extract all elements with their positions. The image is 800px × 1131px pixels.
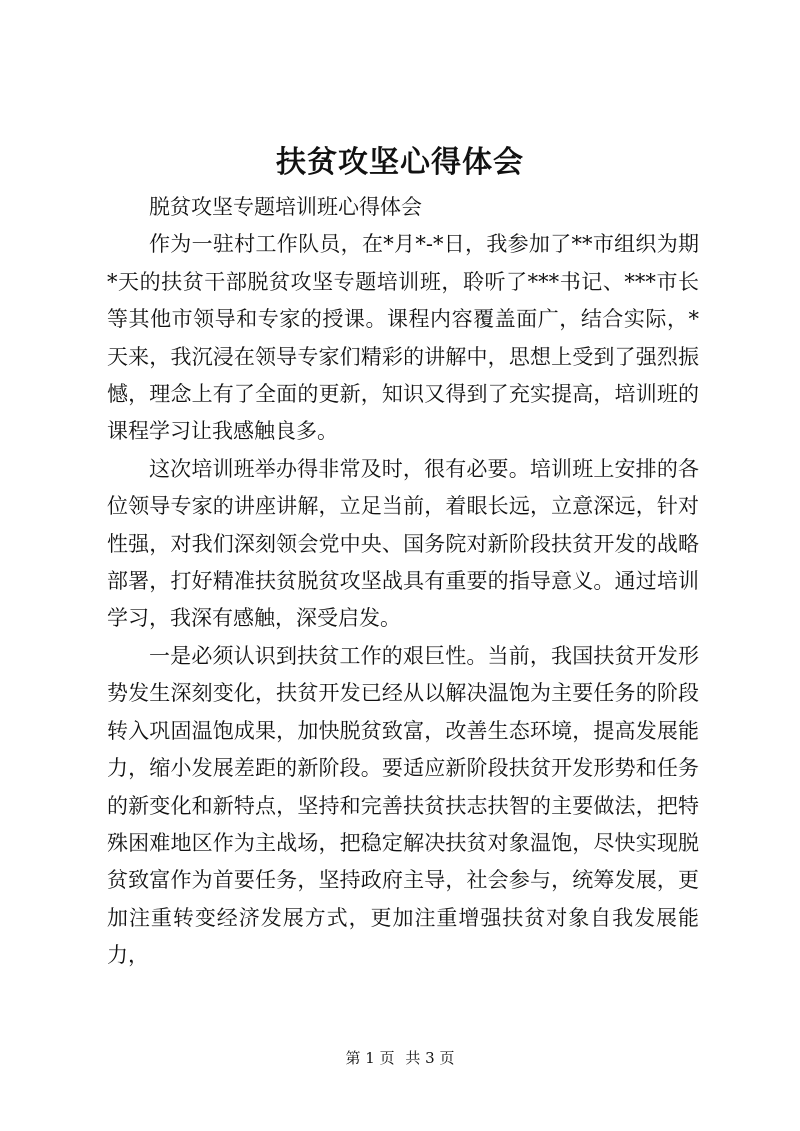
document-title: 扶贫攻坚心得体会: [276, 145, 524, 180]
page-number: 第 1 页: [345, 1049, 395, 1067]
page-footer: [0, 1048, 800, 1068]
subtitle-paragraph: 脱贫攻坚专题培训班心得体会: [149, 195, 422, 219]
body-paragraph: 一是必须认识到扶贫工作的艰巨性。当前，我国扶贫开发形势发生深刻变化，扶贫开发已经从以解决温饱为主要任务的阶段转入巩固温饱成果，加快脱贫致富，改善生态环境，提高发展能力，缩小发展差距的新阶段。要适应新阶段扶贫开发形势和任务的新变化和新特点，坚持和完善扶贫扶志扶智的主要做法，把特殊困难地区作为主战场，把稳定解决扶贫对象温饱，尽快实现脱贫致富作为首要任务，坚持政府主导，社会参与，统筹发展，更加注重转变经济发展方式，更加注重增强扶贫对象自我发展能力，: [107, 643, 699, 968]
body-paragraph: 作为一驻村工作队员，在*月*-*日，我参加了**市组织为期*天的扶贫干部脱贫攻坚专题培训班，聆听了***书记、***市长等其他市领导和专家的授课。课程内容覆盖面广，结合实际，*天来，我沉浸在领导专家们精彩的讲解中，思想上受到了强烈振憾，理念上有了全面的更新，知识又得到了充实提高，培训班的课程学习让我感触良多。: [107, 232, 699, 444]
body-paragraph: 这次培训班举办得非常及时，很有必要。培训班上安排的各位领导专家的讲座讲解，立足当前，着眼长远，立意深远，针对性强，对我们深刻领会党中央、国务院对新阶段扶贫开发的战略部署，打好精准扶贫脱贫攻坚战具有重要的指导意义。通过培训学习，我深有感触，深受启发。: [107, 456, 699, 631]
document-body: [107, 189, 699, 975]
total-pages: 共 3 页: [405, 1049, 455, 1067]
